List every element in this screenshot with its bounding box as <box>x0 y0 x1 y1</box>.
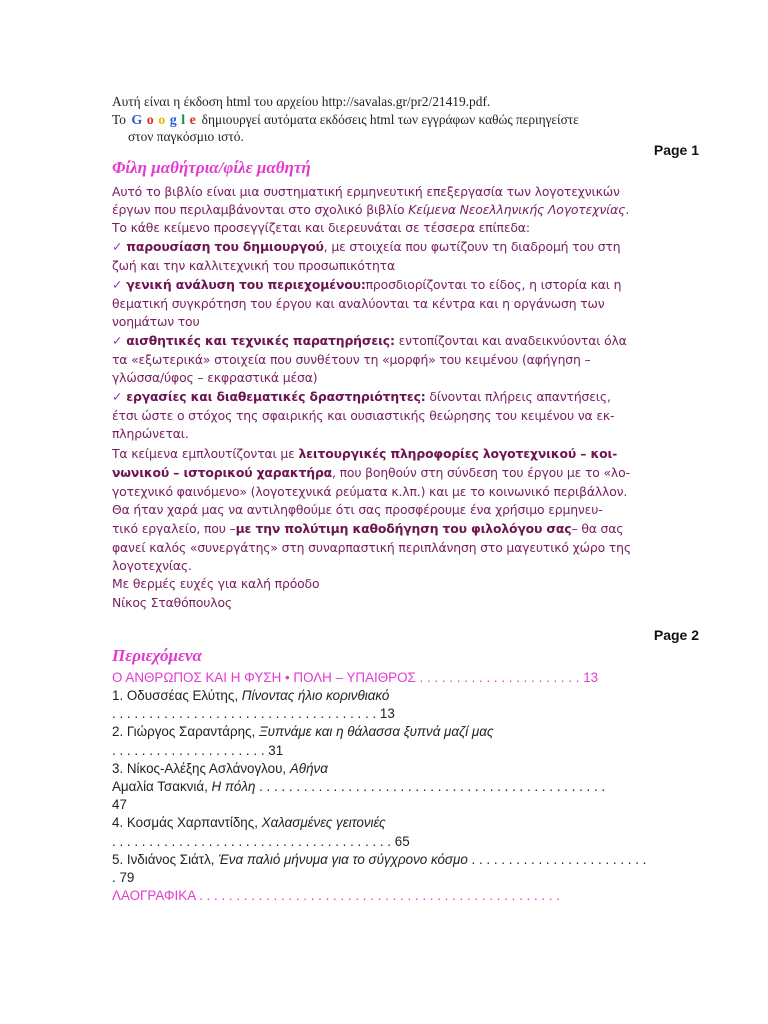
para2-text: τικό εργαλείο, που – <box>112 521 236 536</box>
google-letter: G <box>131 113 143 128</box>
toc-work-title: Πίνοντας ήλιο κορινθιακό <box>241 688 390 703</box>
intro-text: έργων που περιλαμβάνονται στο σχολικό βιβλίο <box>112 202 409 217</box>
google-letter: g <box>169 113 178 128</box>
header-notice-line3: στον παγκόσμιο ιστό. <box>128 129 244 144</box>
para2-line-1 <box>112 444 617 463</box>
toc-entry-1-page: . . . . . . . . . . . . . . . . . . . . . . . . . . . . . . . . . . . . 13 <box>112 706 395 721</box>
para2-line-3: γοτεχνικό φαινόμενο» (λογοτεχνικά ρεύματα κ.λπ.) και με το κοινωνικό περιβάλλον. <box>112 484 628 499</box>
para2-line-4: Θα ήταν χαρά μας να αντιληφθούμε ότι σας προσφέρουμε ένα χρήσιμο ερμηνευ- <box>112 502 603 517</box>
bullet-1-bold: παρουσίαση του δημιουργού <box>126 239 324 254</box>
toc-section-1[interactable]: Ο ΑΝΘΡΩΠΟΣ ΚΑΙ Η ΦΥΣΗ • ΠΟΛΗ – ΥΠΑΙΘΡΟΣ . . . . . . . . . . . . . . . . . . . . . . 13 <box>112 670 599 685</box>
toc-author: Αμαλία Τσακνιά, <box>112 779 212 794</box>
signature: Νίκος Σταθόπουλος <box>112 595 233 610</box>
para2-line-2 <box>112 463 630 482</box>
toc-entry-4[interactable] <box>112 813 386 832</box>
bullet-2-cont-1: θεματική συγκρότηση του έργου και αναλύονται τα κέντρα και η οργάνωση των <box>112 296 605 311</box>
bullet-3-text: εντοπίζονται και αναδεικνύονται όλα <box>394 333 627 348</box>
bullet-2-bold: γενική ανάλυση του περιεχομένου: <box>126 277 366 292</box>
toc-work-title: Ένα παλιό μήνυμα για το σύγχρονο κόσμο <box>218 852 468 867</box>
toc-author: 5. Ινδιάνος Σιάτλ, <box>112 852 219 867</box>
intro-period: . <box>625 202 630 217</box>
google-logo <box>129 113 198 128</box>
toc-entry-5[interactable] <box>112 850 646 869</box>
bullet-3-cont-1: τα «εξωτερικά» στοιχεία που συνθέτουν τη «μορφή» του κειμένου (αφήγηση – <box>112 352 591 367</box>
closing-line: Με θερμές ευχές για καλή πρόοδο <box>112 576 320 591</box>
para2-line-7: λογοτεχνίας. <box>112 558 192 573</box>
toc-entry-3[interactable] <box>112 759 328 778</box>
bullet-4 <box>112 387 611 406</box>
para2-bold: λειτουργικές πληροφορίες λογοτεχνικού – κοι- <box>298 446 618 461</box>
bullet-4-cont-2: πληρώνεται. <box>112 426 189 441</box>
toc-work-title: Αθήνα <box>289 761 328 776</box>
page-2-title: Περιεχόμενα <box>112 646 202 665</box>
para2-line-6: φανεί καλός «συνεργάτης» στη συναρπαστική περιπλάνηση στο μαγευτικό χώρο της <box>112 540 631 555</box>
toc-entry-3-page: 47 <box>112 797 127 812</box>
para2-text: – θα σας <box>571 521 624 536</box>
bullet-4-bold: εργασίες και διαθεματικές δραστηριότητες: <box>126 389 426 404</box>
google-letter: l <box>181 113 186 128</box>
toc-leader: . . . . . . . . . . . . . . . . . . . . . . . . <box>467 852 647 867</box>
header-suffix: δημιουργεί αυτόματα εκδόσεις html των εγγράφων καθώς περιηγείστε <box>201 112 579 127</box>
toc-work-title: Ξυπνάμε και η θάλασσα ξυπνά μαζί μας <box>258 724 494 739</box>
para2-text: Τα κείμενα εμπλουτίζονται με <box>112 446 299 461</box>
toc-leader: . . . . . . . . . . . . . . . . . . . . . . . . . . . . . . . . . . . . . . . . . . . . . . . <box>255 779 606 794</box>
google-letter: o <box>158 113 166 128</box>
page-1-title: Φίλη μαθήτρια/φίλε μαθητή <box>112 158 311 177</box>
check-icon: ✓ <box>112 277 123 292</box>
book-title: Κείμενα Νεοελληνικής Λογοτεχνίας <box>408 202 626 217</box>
check-icon: ✓ <box>112 389 123 404</box>
bullet-2 <box>112 275 621 294</box>
check-icon: ✓ <box>112 333 123 348</box>
check-icon: ✓ <box>112 239 123 254</box>
toc-work-title: Η πόλη <box>211 779 256 794</box>
bullet-1-cont: ζωή και την καλλιτεχνική του προσωπικότητα <box>112 258 395 273</box>
toc-author: 1. Οδυσσέας Ελύτης, <box>112 688 242 703</box>
bullet-1-text: , με στοιχεία που φωτίζουν τη διαδρομή του στη <box>323 239 621 254</box>
toc-entry-4-page: . . . . . . . . . . . . . . . . . . . . . . . . . . . . . . . . . . . . . . 65 <box>112 834 410 849</box>
toc-author: 2. Γιώργος Σαραντάρης, <box>112 724 259 739</box>
header-notice-line1: Αυτή είναι η έκδοση html του αρχείου http://savalas.gr/pr2/21419.pdf. <box>112 94 491 109</box>
google-letter: e <box>189 113 197 128</box>
google-letter: o <box>146 113 155 128</box>
bullet-4-cont-1: έτσι ώστε ο στόχος της σφαιρικής και ουσιαστικής θεώρησης του κειμένου να εκ- <box>112 408 615 423</box>
para2-text: , που βοηθούν στη σύνδεση του έργου με το «λο- <box>332 465 630 480</box>
toc-entry-1[interactable] <box>112 686 389 705</box>
toc-author: 4. Κοσμάς Χαρπαντίδης, <box>112 815 262 830</box>
toc-author: 3. Νίκος-Αλέξης Ασλάνογλου, <box>112 761 290 776</box>
toc-entry-5-page: . 79 <box>112 870 135 885</box>
para2-bold: νωνικού – ιστορικού χαρακτήρα <box>112 465 333 480</box>
para2-bold: με την πολύτιμη καθοδήγηση του φιλολόγου σας <box>235 521 572 536</box>
bullet-2-text: προσδιορίζονται το είδος, η ιστορία και η <box>365 277 622 292</box>
toc-entry-2-page: . . . . . . . . . . . . . . . . . . . . . 31 <box>112 743 284 758</box>
bullet-4-text: δίνονται πλήρεις απαντήσεις, <box>425 389 611 404</box>
bullet-3 <box>112 331 627 350</box>
page-2-label: Page 2 <box>653 627 699 643</box>
bullet-1 <box>112 237 620 256</box>
intro-line-2 <box>112 200 629 219</box>
para2-line-5 <box>112 519 623 538</box>
page-1-label: Page 1 <box>653 142 699 158</box>
header-prefix: Το <box>112 112 126 127</box>
toc-entry-2[interactable] <box>112 722 493 741</box>
intro-line-1: Αυτό το βιβλίο είναι μια συστηματική ερμηνευτική επεξεργασία των λογοτεχνικών <box>112 184 620 199</box>
bullet-2-cont-2: νοημάτων του <box>112 314 200 329</box>
bullet-3-bold: αισθητικές και τεχνικές παρατηρήσεις: <box>126 333 395 348</box>
bullet-3-cont-2: γλώσσα/ύφος – εκφραστικά μέσα) <box>112 370 318 385</box>
toc-entry-3b[interactable] <box>112 777 605 796</box>
toc-work-title: Χαλασμένες γειτονιές <box>261 815 386 830</box>
intro-line-3: Το κάθε κείμενο προσεγγίζεται και διερευνάται σε τέσσερα επίπεδα: <box>112 220 530 235</box>
toc-section-2[interactable]: ΛΑΟΓΡΑΦΙΚΑ . . . . . . . . . . . . . . . . . . . . . . . . . . . . . . . . . . . . . . . . . . . . . . . . . <box>112 888 560 903</box>
